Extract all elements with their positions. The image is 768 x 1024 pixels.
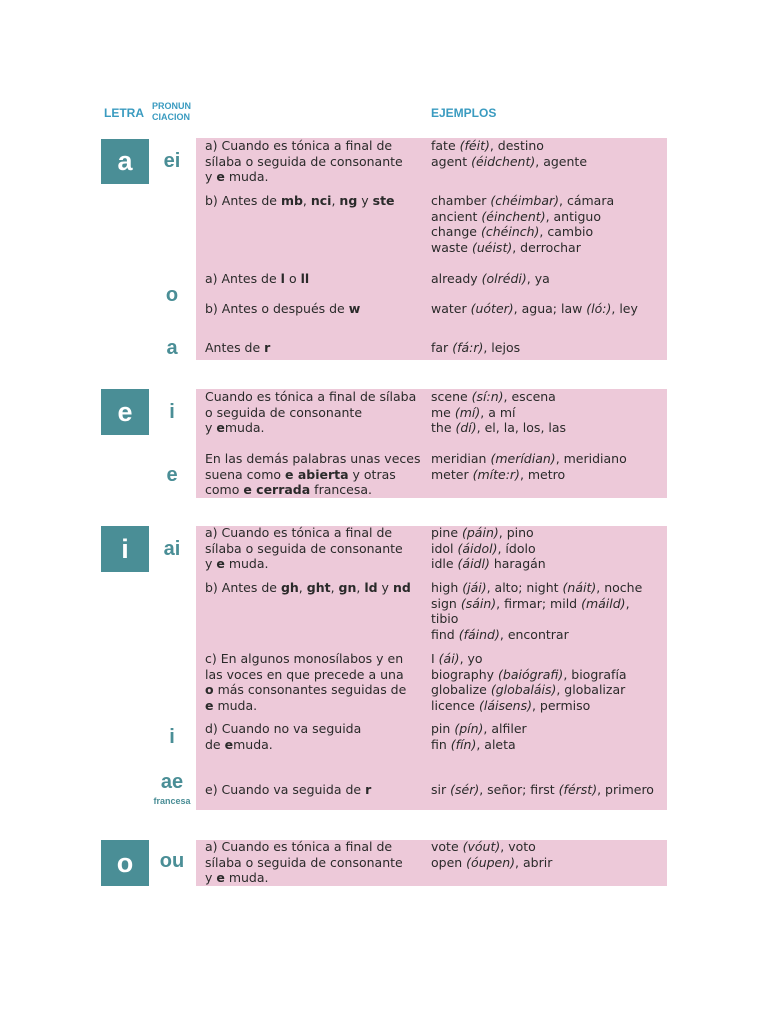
rule-line: o más consonantes seguidas de: [205, 682, 407, 697]
rule-line: a) Antes de l o ll: [205, 271, 310, 286]
pron-i-ae-sub: francesa: [153, 796, 191, 806]
rule-line: de emuda.: [205, 736, 273, 752]
example-line: fin (fín), aleta: [431, 736, 516, 752]
example: [431, 451, 627, 482]
example: [431, 721, 527, 752]
example-line: scene (sí:n), escena: [431, 389, 556, 404]
example: [431, 651, 627, 713]
example: [431, 389, 566, 436]
example-line: change (chéinch), cambio: [431, 224, 594, 239]
example: [431, 193, 614, 255]
example-line: biography (baiógrafi), biografía: [431, 666, 627, 682]
example-line: sign (sáin), firmar; mild (máild),: [431, 595, 630, 611]
pron-a-a: a: [166, 337, 178, 359]
rule-line: a) Cuando es tónica a final de: [205, 525, 393, 540]
pron-i-ae: ae: [160, 771, 184, 793]
rule-line: como e cerrada francesa.: [205, 482, 373, 497]
rule: [205, 782, 371, 798]
rule-line: Antes de r: [205, 340, 271, 355]
pron-o-ou: ou: [159, 850, 185, 872]
rule-line: y e muda.: [205, 169, 269, 184]
example: [431, 782, 654, 798]
rule-line: a) Cuando es tónica a final de: [205, 839, 393, 854]
rule-line: En las demás palabras unas veces: [205, 451, 421, 466]
rule-line: suena como e abierta y otras: [205, 466, 396, 482]
header-ejemplos: EJEMPLOS: [431, 106, 497, 120]
letter-box-o: o: [101, 840, 149, 886]
header-pronunciacion: [152, 101, 191, 123]
pron-i-ai: ai: [163, 538, 181, 560]
example: [431, 340, 520, 356]
rule-line: y emuda.: [205, 420, 265, 435]
header-pron-line2: CIACION: [152, 112, 190, 122]
example-line: sir (sér), señor; first (férst), primero: [431, 782, 654, 797]
rule: [205, 389, 416, 436]
example-line: water (uóter), agua; law (ló:), ley: [431, 301, 638, 316]
example-line: globalize (globaláis), globalizar: [431, 682, 626, 697]
rule-line: e muda.: [205, 697, 258, 713]
example-line: pine (páin), pino: [431, 525, 534, 540]
example-line: me (mí), a mí: [431, 404, 516, 420]
rule: [205, 301, 360, 317]
example-line: the (dí), el, la, los, las: [431, 420, 567, 435]
rule-line: las voces en que precede a una: [205, 666, 404, 682]
example: [431, 839, 552, 870]
example-line: already (olrédi), ya: [431, 271, 550, 286]
example: [431, 525, 546, 572]
example: [431, 301, 638, 317]
example-line: idol (áidol), ídolo: [431, 540, 536, 556]
rule-line: b) Antes de gh, ght, gn, ld y nd: [205, 580, 411, 595]
rule-line: sílaba o seguida de consonante: [205, 153, 403, 169]
pron-i-i: i: [169, 726, 175, 748]
pron-a-ei: ei: [163, 150, 181, 172]
example-line: open (óupen), abrir: [431, 854, 553, 870]
example-line: licence (láisens), permiso: [431, 697, 591, 713]
rule: [205, 340, 270, 356]
example-line: fate (féit), destino: [431, 138, 544, 153]
example-line: far (fá:r), lejos: [431, 340, 521, 355]
example-line: chamber (chéimbar), cámara: [431, 193, 615, 208]
rule-line: y e muda.: [205, 556, 269, 571]
example-line: vote (vóut), voto: [431, 839, 536, 854]
rule-line: c) En algunos monosílabos y en: [205, 651, 404, 666]
pron-a-o: o: [165, 284, 179, 306]
example-line: tibio: [431, 611, 459, 626]
rule: [205, 138, 403, 185]
example-line: waste (uéist), derrochar: [431, 239, 581, 255]
example-line: meter (míte:r), metro: [431, 466, 566, 482]
example-line: meridian (merídian), meridiano: [431, 451, 627, 466]
rule-line: sílaba o seguida de consonante: [205, 854, 403, 870]
example-line: find (fáind), encontrar: [431, 626, 569, 642]
example-line: high (jái), alto; night (náit), noche: [431, 580, 643, 595]
rule: [205, 580, 411, 596]
rule: [205, 839, 403, 886]
letter-box-i: i: [101, 526, 149, 572]
rule: [205, 193, 395, 209]
rule-line: e) Cuando va seguida de r: [205, 782, 372, 797]
rule: [205, 271, 309, 287]
example: [431, 138, 587, 169]
example-line: ancient (éinchent), antiguo: [431, 208, 601, 224]
rule-line: d) Cuando no va seguida: [205, 721, 362, 736]
rule-line: sílaba o seguida de consonante: [205, 540, 403, 556]
letter-box-e: e: [101, 389, 149, 435]
rule-line: b) Antes o después de w: [205, 301, 361, 316]
example-line: I (ái), yo: [431, 651, 483, 666]
example-line: pin (pín), alfiler: [431, 721, 527, 736]
rule-line: a) Cuando es tónica a final de: [205, 138, 393, 153]
example: [431, 271, 550, 287]
example-line: agent (éidchent), agente: [431, 153, 588, 169]
header-pron-line1: PRONUN: [152, 101, 192, 111]
example: [431, 580, 642, 642]
pron-e-e: e: [166, 464, 178, 486]
example-line: idle (áidl) haragán: [431, 556, 546, 571]
rule-line: o seguida de consonante: [205, 404, 363, 420]
letter-box-a: a: [101, 139, 149, 184]
rule-line: Cuando es tónica a final de sílaba: [205, 389, 417, 404]
rule: [205, 721, 361, 752]
rule-line: b) Antes de mb, nci, ng y ste: [205, 193, 395, 208]
pron-e-i: i: [169, 401, 175, 423]
rule: [205, 525, 403, 572]
header-letra: LETRA: [104, 106, 144, 120]
rule-line: y e muda.: [205, 870, 269, 885]
rule: [205, 451, 420, 498]
rule: [205, 651, 406, 713]
